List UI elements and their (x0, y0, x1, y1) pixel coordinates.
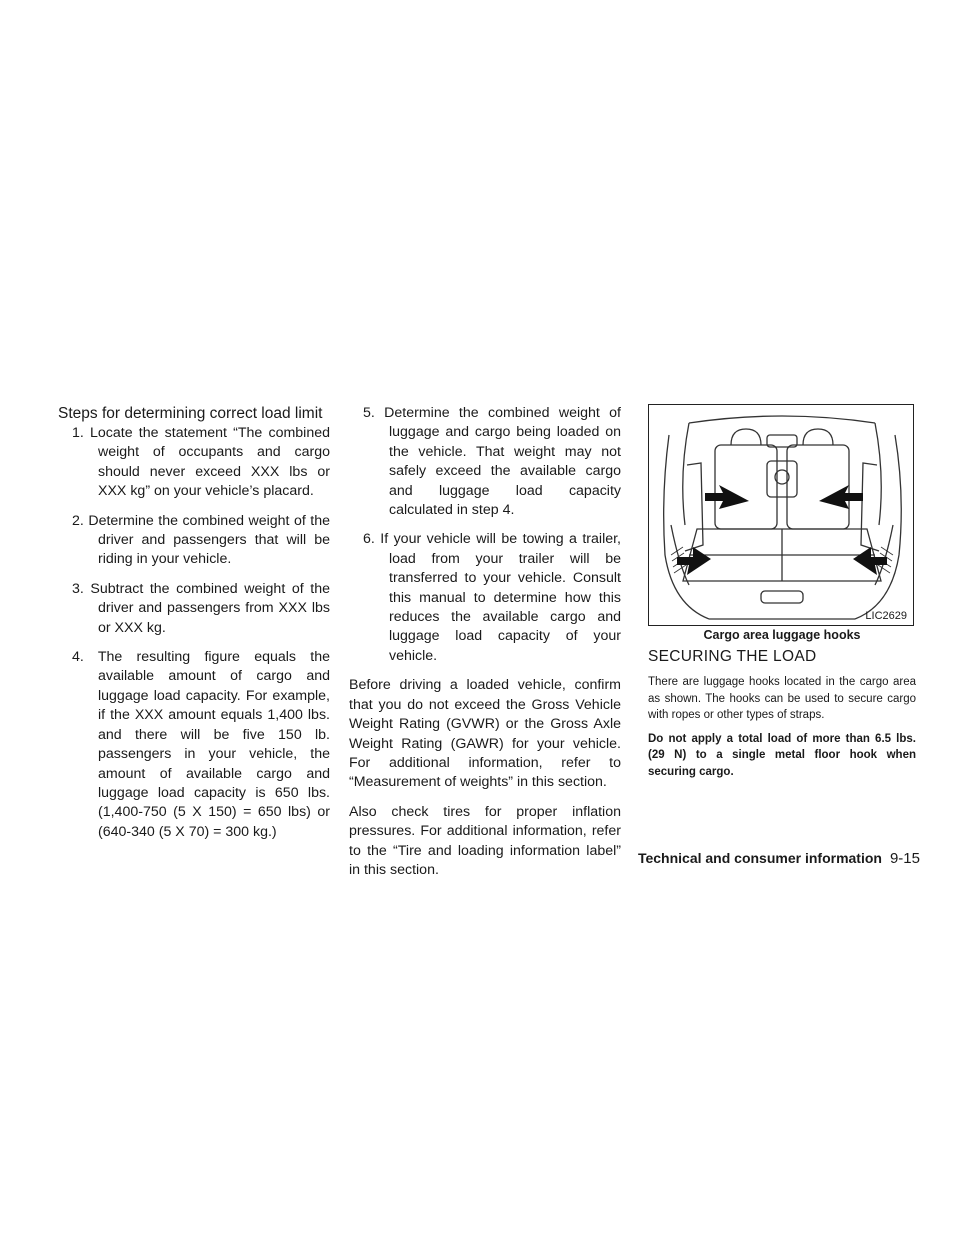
tire-paragraph: Also check tires for proper inflation pressures. For additional information, refer to the “Tire and loading information label” in this section. (349, 803, 621, 878)
securing-load-heading: SECURING THE LOAD (648, 648, 817, 665)
cargo-area-drawing (649, 405, 914, 626)
warning-paragraph: Do not apply a total load of more than 6.5 lbs. (29 N) to a single metal floor hook when securing cargo. (648, 732, 916, 778)
right-column (648, 404, 916, 787)
page-footer (620, 850, 920, 867)
step-1: 1. Locate the statement “The combined weight of occupants and cargo should never exceed XXX lbs or XXX kg” on your vehicle’s placard. (72, 425, 330, 500)
step-3: 3. Subtract the combined weight of the driver and passengers from XXX lbs or XXX kg. (72, 580, 330, 636)
step-4: 4. The resulting figure equals the available amount of cargo and luggage load capacity. For example, if the XXX amount equals 1,400 lbs. and there will be five 150 lb. passengers in your vehicle, the amount of available cargo and luggage load capacity is 650 lbs. (1,400-750 (5 X 150) = 650 lbs) or (640-340 (5 X 70) = 300 kg.) (72, 649, 330, 840)
step-6: 6. If your vehicle will be towing a trailer, load from your trailer will be transferred to your vehicle. Consult this manual to determine how this reduces the available cargo and luggage load capacity of your vehicle. (363, 531, 621, 664)
cargo-area-illustration (648, 404, 914, 626)
left-column (58, 404, 330, 852)
footer-section-title: Technical and consumer information (637, 850, 882, 866)
middle-column (349, 404, 621, 890)
page-number: 9-15 (889, 850, 920, 867)
steps-list-2 (349, 404, 621, 666)
hooks-paragraph: There are luggage hooks located in the cargo area as shown. The hooks can be used to secure cargo with ropes or other types of straps. (648, 676, 916, 721)
step-2: 2. Determine the combined weight of the driver and passengers that will be riding in your vehicle. (72, 512, 330, 568)
figure-id: LIC2629 (865, 610, 907, 622)
step-5: 5. Determine the combined weight of luggage and cargo being loaded on the vehicle. That weight may not safely exceed the available cargo and luggage load capacity calculated in step 4. (363, 405, 621, 519)
figure-caption: Cargo area luggage hooks (703, 628, 861, 642)
steps-heading: Steps for determining correct load limit (58, 405, 323, 422)
gvwr-paragraph: Before driving a loaded vehicle, confirm that you do not exceed the Gross Vehicle Weight Rating (GVWR) or the Gross Axle Weight Rating (GAWR) for your vehicle. For additional information, refer to “Measurement of weights” in this section. (349, 677, 621, 791)
steps-list-1 (58, 424, 330, 842)
